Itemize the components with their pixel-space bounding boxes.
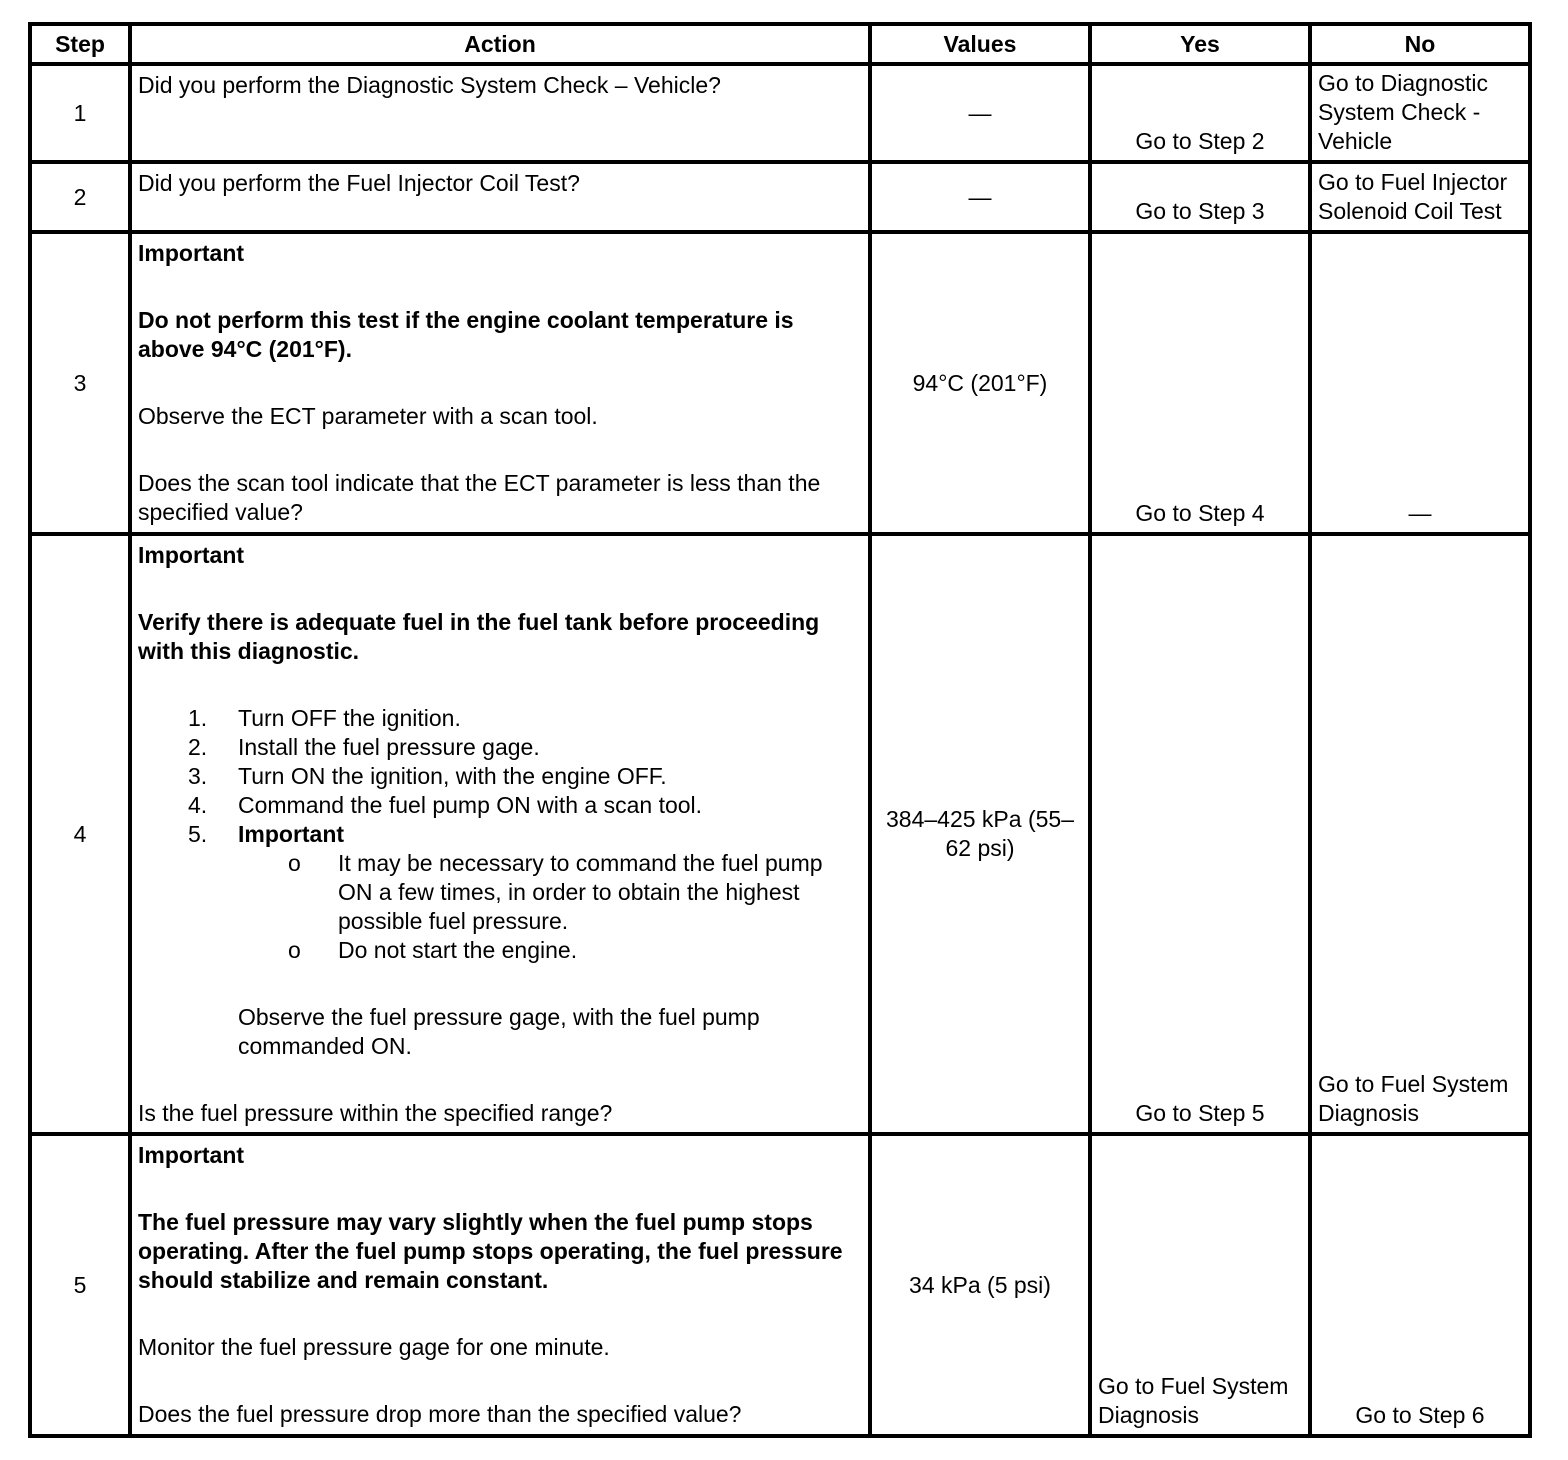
header-values: Values <box>870 24 1090 64</box>
important-heading: Important <box>138 240 245 266</box>
no-link[interactable]: Go to Step 6 <box>1310 1134 1530 1436</box>
important-sub-notes <box>238 849 862 965</box>
no-link[interactable]: Go to Diagnostic System Check - Vehicle <box>1310 64 1530 162</box>
header-step: Step <box>30 24 130 64</box>
question-text: Does the fuel pressure drop more than the specified value? <box>138 1401 742 1427</box>
header-yes: Yes <box>1090 24 1310 64</box>
procedure-step: 2. Install the fuel pressure gage. <box>188 734 540 760</box>
no-link[interactable]: Go to Fuel System Diagnosis <box>1310 534 1530 1134</box>
procedure-step: 3. Turn ON the ignition, with the engine OFF. <box>188 763 667 789</box>
procedure-list <box>138 704 862 965</box>
step-number: 4 <box>30 534 130 1134</box>
action-cell <box>130 534 870 1134</box>
question-text: Is the fuel pressure within the specified range? <box>138 1100 613 1126</box>
important-warning: The fuel pressure may vary slightly when the fuel pump stops operating. After the fuel pump stops operating, the fuel pressure should stabilize and remain constant. <box>138 1209 843 1293</box>
table-row-step-4 <box>30 534 1530 1134</box>
value-cell: — <box>870 64 1090 162</box>
yes-link[interactable]: Go to Step 2 <box>1090 64 1310 162</box>
procedure-step: 4. Command the fuel pump ON with a scan tool. <box>188 792 703 818</box>
step-number: 5 <box>30 1134 130 1436</box>
important-warning: Do not perform this test if the engine coolant temperature is above 94°C (201°F). <box>138 307 794 362</box>
header-action: Action <box>130 24 870 64</box>
bullet-marker: o <box>288 937 301 963</box>
yes-link[interactable]: Go to Step 3 <box>1090 162 1310 232</box>
step-number: 1 <box>30 64 130 162</box>
table-row-step-5 <box>30 1134 1530 1436</box>
yes-link[interactable]: Go to Step 5 <box>1090 534 1310 1134</box>
value-cell: 384–425 kPa (55–62 psi) <box>870 534 1090 1134</box>
no-link: — <box>1310 232 1530 534</box>
yes-link[interactable]: Go to Fuel System Diagnosis <box>1090 1134 1310 1436</box>
important-warning: Verify there is adequate fuel in the fuel tank before proceeding with this diagnostic. <box>138 609 820 664</box>
no-link[interactable]: Go to Fuel Injector Solenoid Coil Test <box>1310 162 1530 232</box>
important-heading: Important <box>138 542 245 568</box>
action-cell <box>130 1134 870 1436</box>
sub-note: o Do not start the engine. <box>288 937 578 963</box>
table-row-step-1 <box>30 64 1530 162</box>
procedure-step: 5. Important o It may be necessary to command the fuel pump ON a few times, in order to obtain the highest possible fuel pressure. o Do not start the engine. <box>138 820 862 965</box>
important-heading: Important <box>138 1142 245 1168</box>
sub-note: o It may be necessary to command the fuel pump ON a few times, in order to obtain the highest possible fuel pressure. <box>288 850 823 934</box>
yes-link[interactable]: Go to Step 4 <box>1090 232 1310 534</box>
instruction-text: Monitor the fuel pressure gage for one minute. <box>138 1334 610 1360</box>
action-text: Did you perform the Diagnostic System Check – Vehicle? <box>130 64 870 162</box>
question-text: Does the scan tool indicate that the ECT parameter is less than the specified value? <box>138 470 821 525</box>
instruction-text: Observe the ECT parameter with a scan tool. <box>138 403 598 429</box>
procedure-step: 1. Turn OFF the ignition. <box>188 705 461 731</box>
diagnostic-table <box>28 22 1532 1438</box>
table-row-step-2 <box>30 162 1530 232</box>
header-no: No <box>1310 24 1530 64</box>
action-text: Did you perform the Fuel Injector Coil Test? <box>130 162 870 232</box>
observe-text: Observe the fuel pressure gage, with the fuel pump commanded ON. <box>238 1004 760 1059</box>
value-cell: 94°C (201°F) <box>870 232 1090 534</box>
table-row-step-3 <box>30 232 1530 534</box>
action-cell <box>130 232 870 534</box>
bullet-marker: o <box>288 850 301 876</box>
value-cell: — <box>870 162 1090 232</box>
step-number: 3 <box>30 232 130 534</box>
value-cell: 34 kPa (5 psi) <box>870 1134 1090 1436</box>
step-number: 2 <box>30 162 130 232</box>
header-row <box>30 24 1530 64</box>
